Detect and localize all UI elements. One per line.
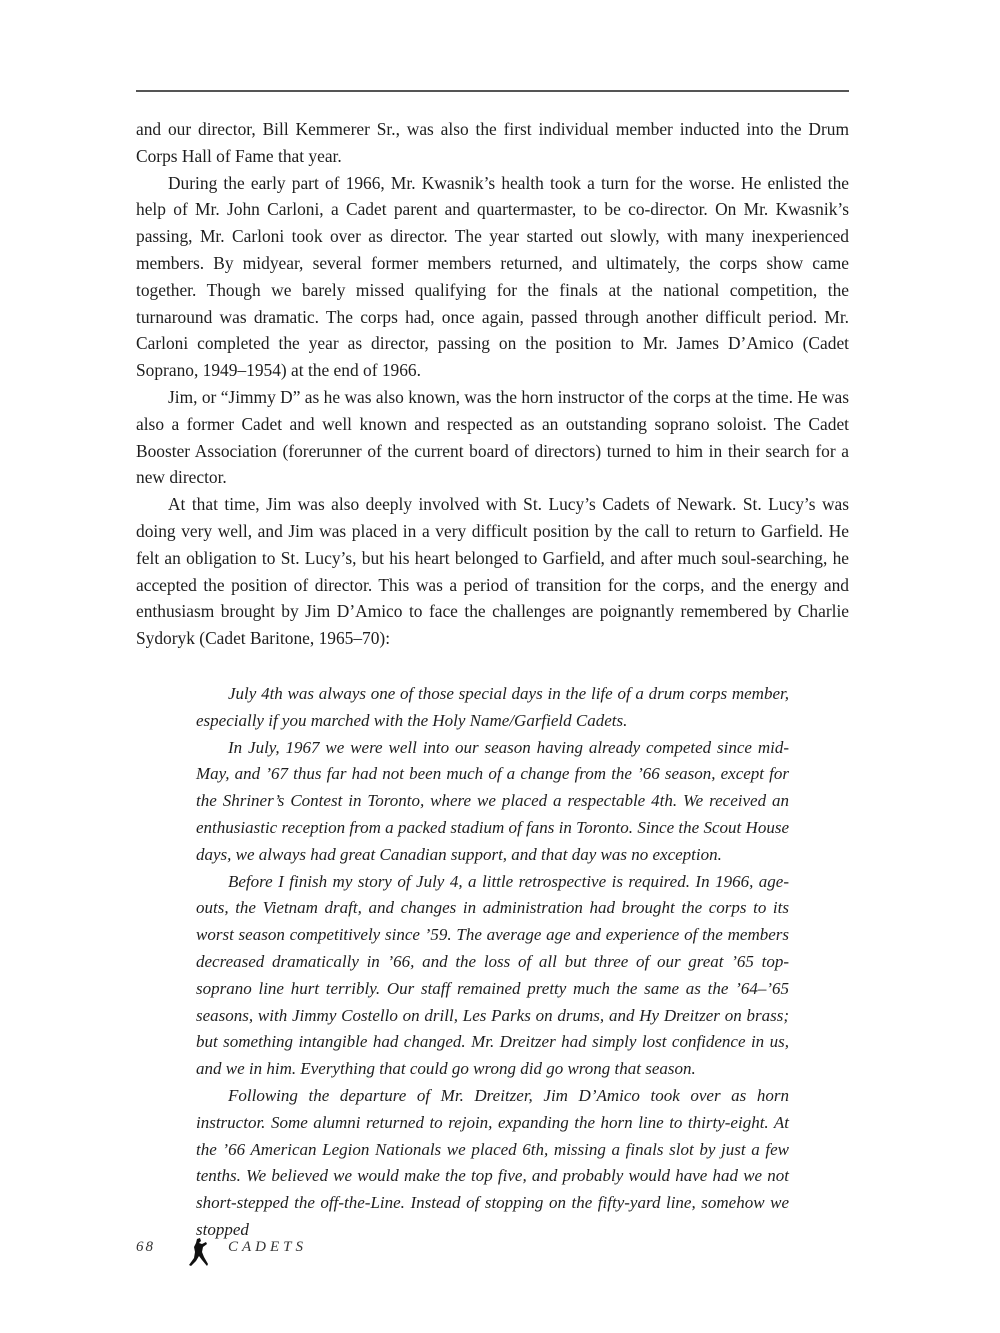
paragraph: Jim, or “Jimmy D” as he was also known, was the horn instructor of the corps at the time. He was also a former Cadet and well known and respected as an outstanding soprano soloist. The Cadet Booster Association (forerunner of the current board of directors) turned to him in their search for a new director. bbox=[136, 386, 849, 488]
quote-paragraph: Following the departure of Mr. Dreitzer, Jim D’Amico took over as horn instructor. Some alumni returned to rejoin, expanding the horn line to thirty-eight. At the ’66 American Legion Nationals we placed 6th, missing a finals slot by just a few tenths. We believed we would make the top five, and probably would have had we not short-stepped the off-the-Line. Instead of stopping on the fifty-yard line, somehow we stopped bbox=[196, 1085, 789, 1239]
header-rule bbox=[136, 90, 849, 92]
running-head: CADETS bbox=[228, 1239, 308, 1255]
body-text bbox=[136, 116, 849, 652]
paragraph: and our director, Bill Kemmerer Sr., was also the first individual member inducted into the Drum Corps Hall of Fame that year. bbox=[136, 119, 849, 166]
block-quote bbox=[196, 681, 789, 1244]
quote-paragraph: July 4th was always one of those special days in the life of a drum corps member, especially if you marched with the Holy Name/Garfield Cadets. bbox=[196, 684, 789, 730]
paragraph: During the early part of 1966, Mr. Kwasnik’s health took a turn for the worse. He enlisted the help of Mr. John Carloni, a Cadet parent and quartermaster, to be co-director. On Mr. Kwasnik’s passing, Mr. Carloni took over as director. The year started out slowly, with many inexperienced members. By midyear, several former members returned, and ultimately, the corps show came together. Though we barely missed qualifying for the finals at the national competition, the turnaround was dramatic. The corps had, once again, passed through another difficult period. Mr. Carloni completed the year as director, passing on the position to Mr. James D’Amico (Cadet Soprano, 1949–1954) at the end of 1966. bbox=[136, 172, 849, 381]
page-footer bbox=[136, 1237, 536, 1267]
drummer-silhouette-icon bbox=[184, 1237, 212, 1269]
quote-paragraph: In July, 1967 we were well into our season having already competed since mid-May, and ’67 thus far had not been much of a change from the ’66 season, except for the Shriner’s Contest in Toronto, where we placed a respectable 4th. We received an enthusiastic reception from a packed stadium of fans in Toronto. Since the Scout House days, we always had great Canadian support, and that day was no exception. bbox=[196, 737, 789, 864]
page-number: 68 bbox=[136, 1239, 155, 1255]
quote-paragraph: Before I finish my story of July 4, a little retrospective is required. In 1966, age-outs, the Vietnam draft, and changes in administration had brought the corps to its worst season competitively since ’59. The average age and experience of the members decreased dramatically in ’66, and the loss of all but three of our great ’65 top-soprano line hurt terribly. Our staff remained pretty much the same as the ’64–’65 seasons, with Jimmy Costello on drill, Les Parks on drums, and Hy Dreitzer on brass; but something intangible had changed. Mr. Dreitzer had simply lost confidence in us, and we in him. Everything that could go wrong did go wrong that season. bbox=[196, 871, 789, 1079]
paragraph: At that time, Jim was also deeply involved with St. Lucy’s Cadets of Newark. St. Lucy’s was doing very well, and Jim was placed in a very difficult position by the call to return to Garfield. He felt an obligation to St. Lucy’s, but his heart belonged to Garfield, and after much soul-searching, he accepted the position of director. This was a period of transition for the corps, and the energy and enthusiasm brought by Jim D’Amico to face the challenges are poignantly remembered by Charlie Sydoryk (Cadet Baritone, 1965–70): bbox=[136, 494, 849, 649]
